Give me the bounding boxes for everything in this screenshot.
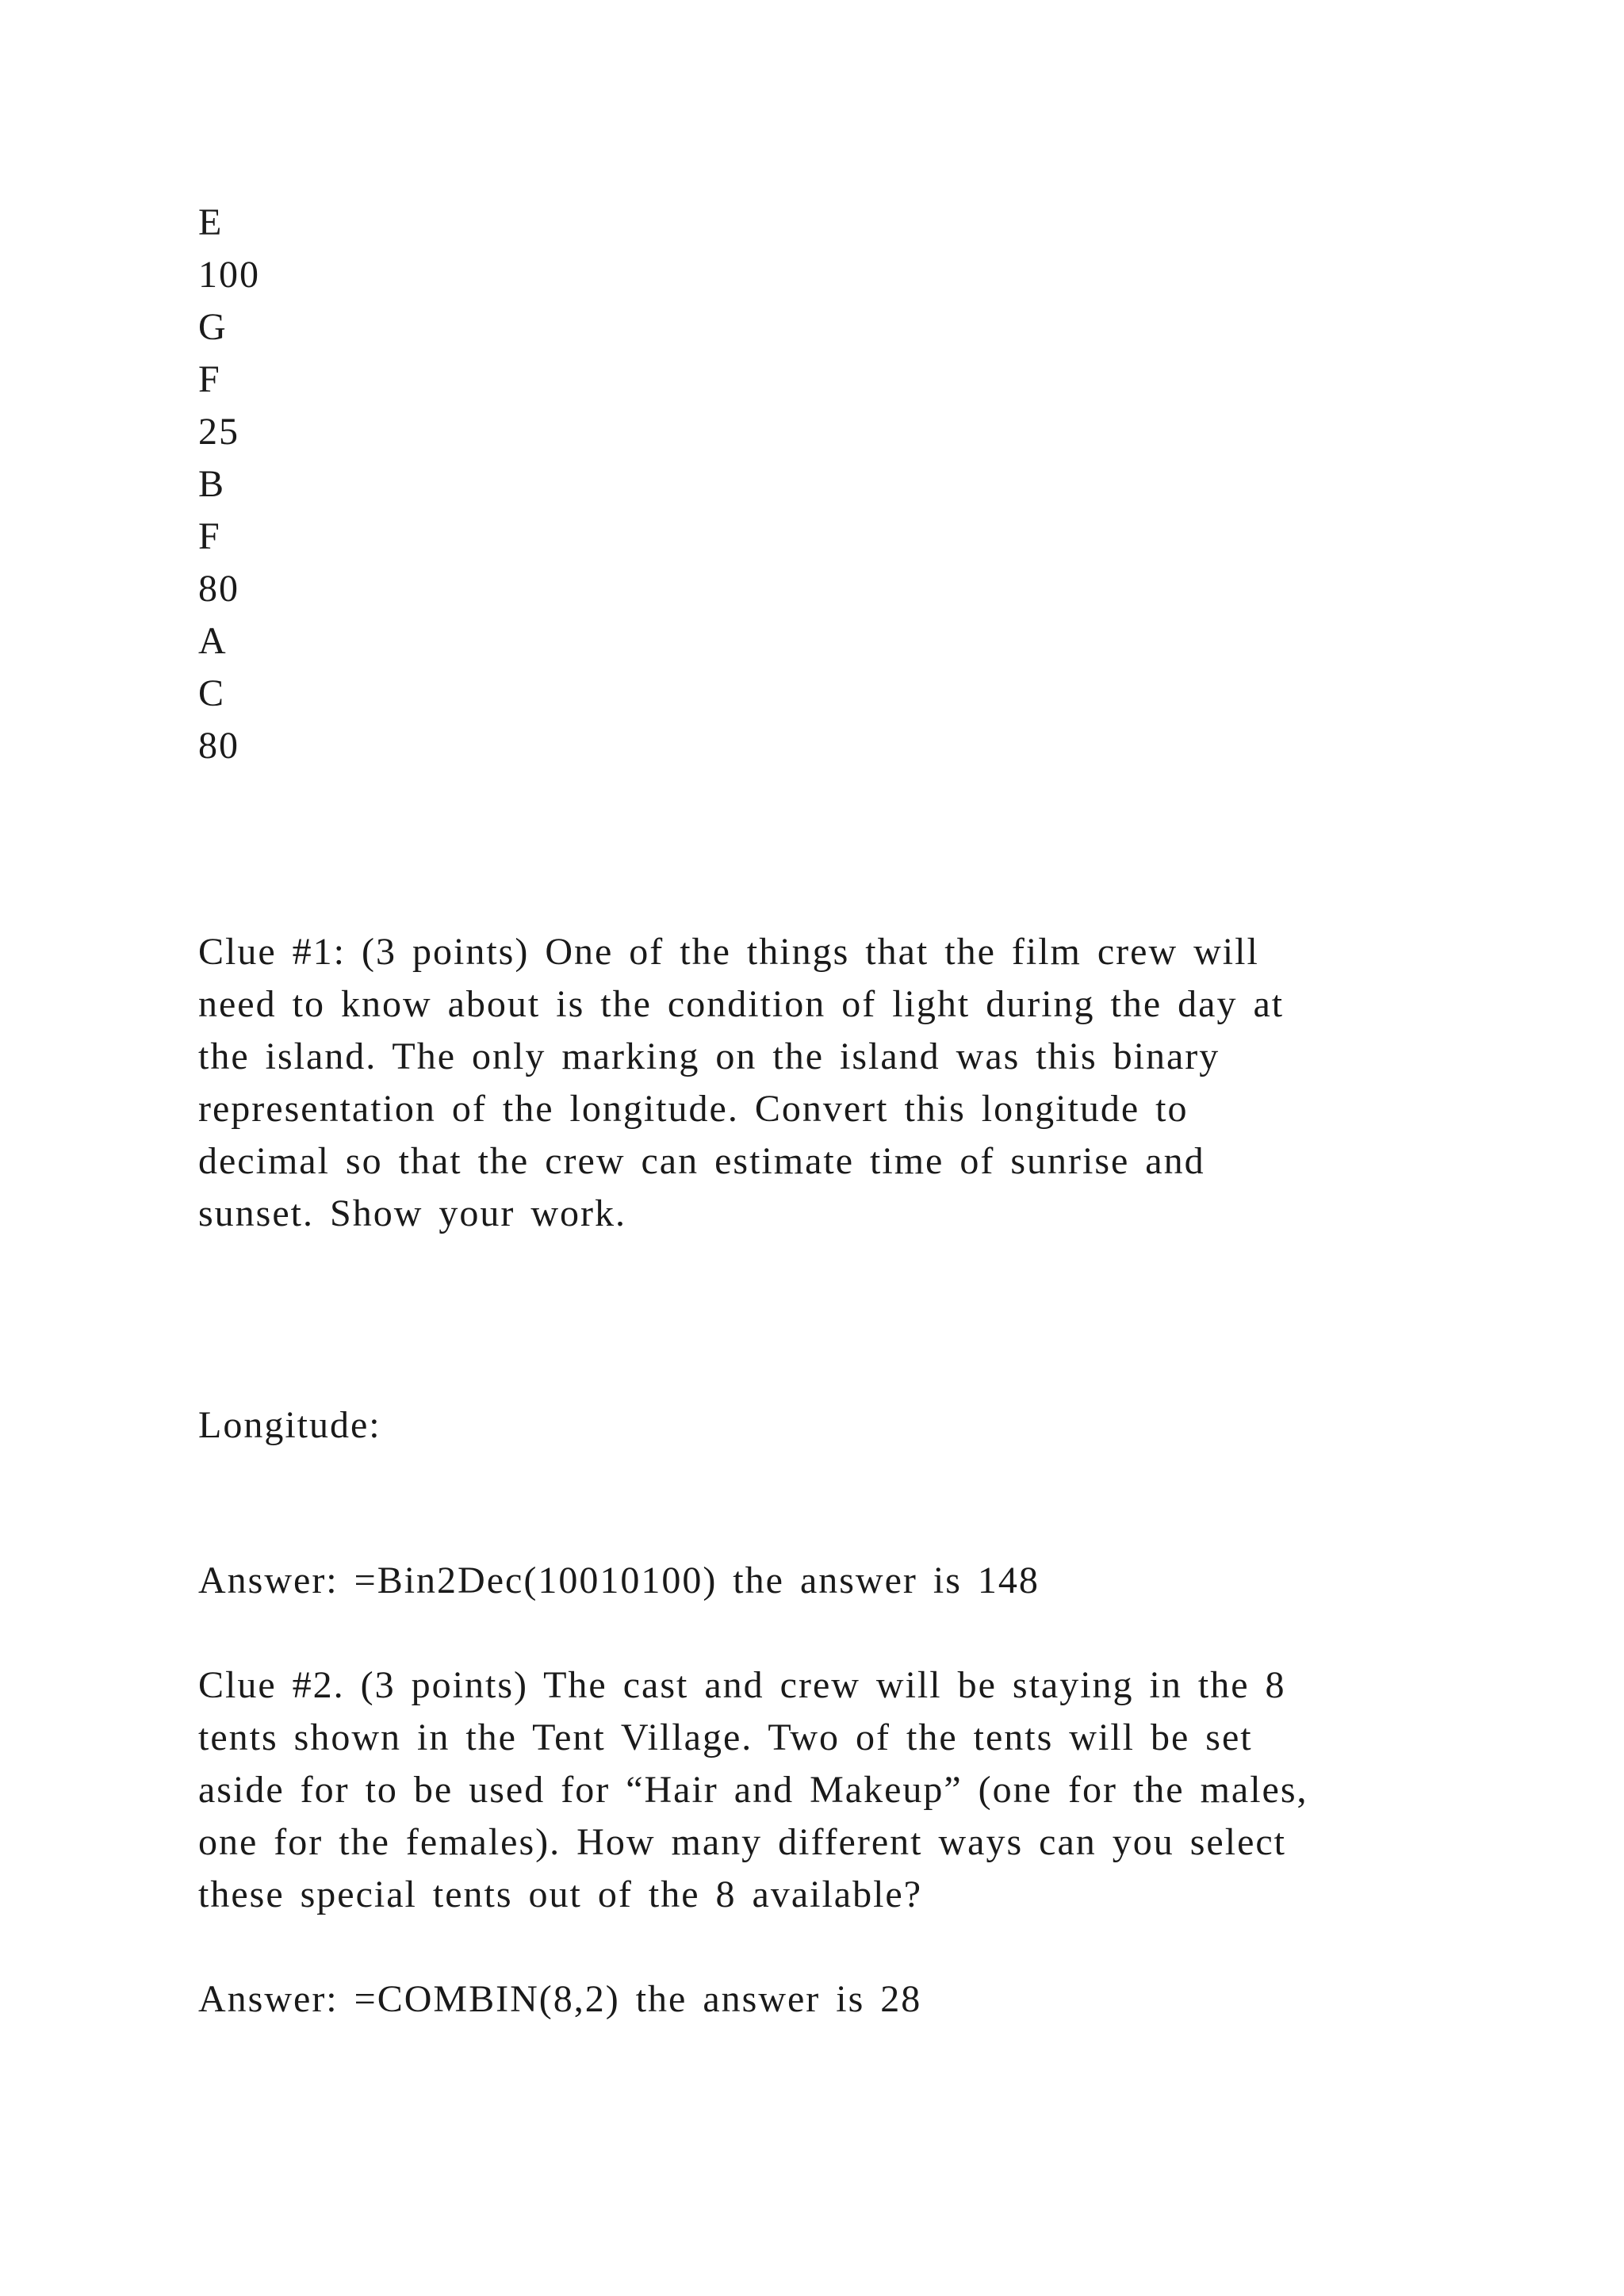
list-item: 100 xyxy=(198,254,260,296)
answer-1: Answer: =Bin2Dec(10010100) the answer is 148 xyxy=(198,1559,1040,1601)
answer-2: Answer: =COMBIN(8,2) the answer is 28 xyxy=(198,1978,922,2020)
clue-1-paragraph: Clue #1: (3 points) One of the things that the film crew will need to know about is the condition of light during the day at the island. The only marking on the island was this binary representation of the longitude. Convert this longitude to decimal so that the crew can estimate time of sunrise and sunset. Show your work. xyxy=(198,931,1285,1234)
list-item: A xyxy=(198,620,228,662)
list-item: B xyxy=(198,463,226,505)
list-item: F xyxy=(198,515,221,557)
list-item: G xyxy=(198,306,228,348)
list-item: C xyxy=(198,672,226,714)
list-item: E xyxy=(198,201,224,243)
clue-2-paragraph: Clue #2. (3 points) The cast and crew will be staying in the 8 tents shown in the Tent Village. Two of the tents will be set aside for to be used for “Hair and Makeup” (one for the males, one for the females). How many different ways can you select these special tents out of the 8 available? xyxy=(198,1664,1308,1915)
value-list xyxy=(198,197,260,772)
list-item: 25 xyxy=(198,411,239,453)
list-item: 80 xyxy=(198,725,239,767)
longitude-label: Longitude: xyxy=(198,1404,381,1446)
list-item: F xyxy=(198,358,221,400)
list-item: 80 xyxy=(198,568,239,610)
